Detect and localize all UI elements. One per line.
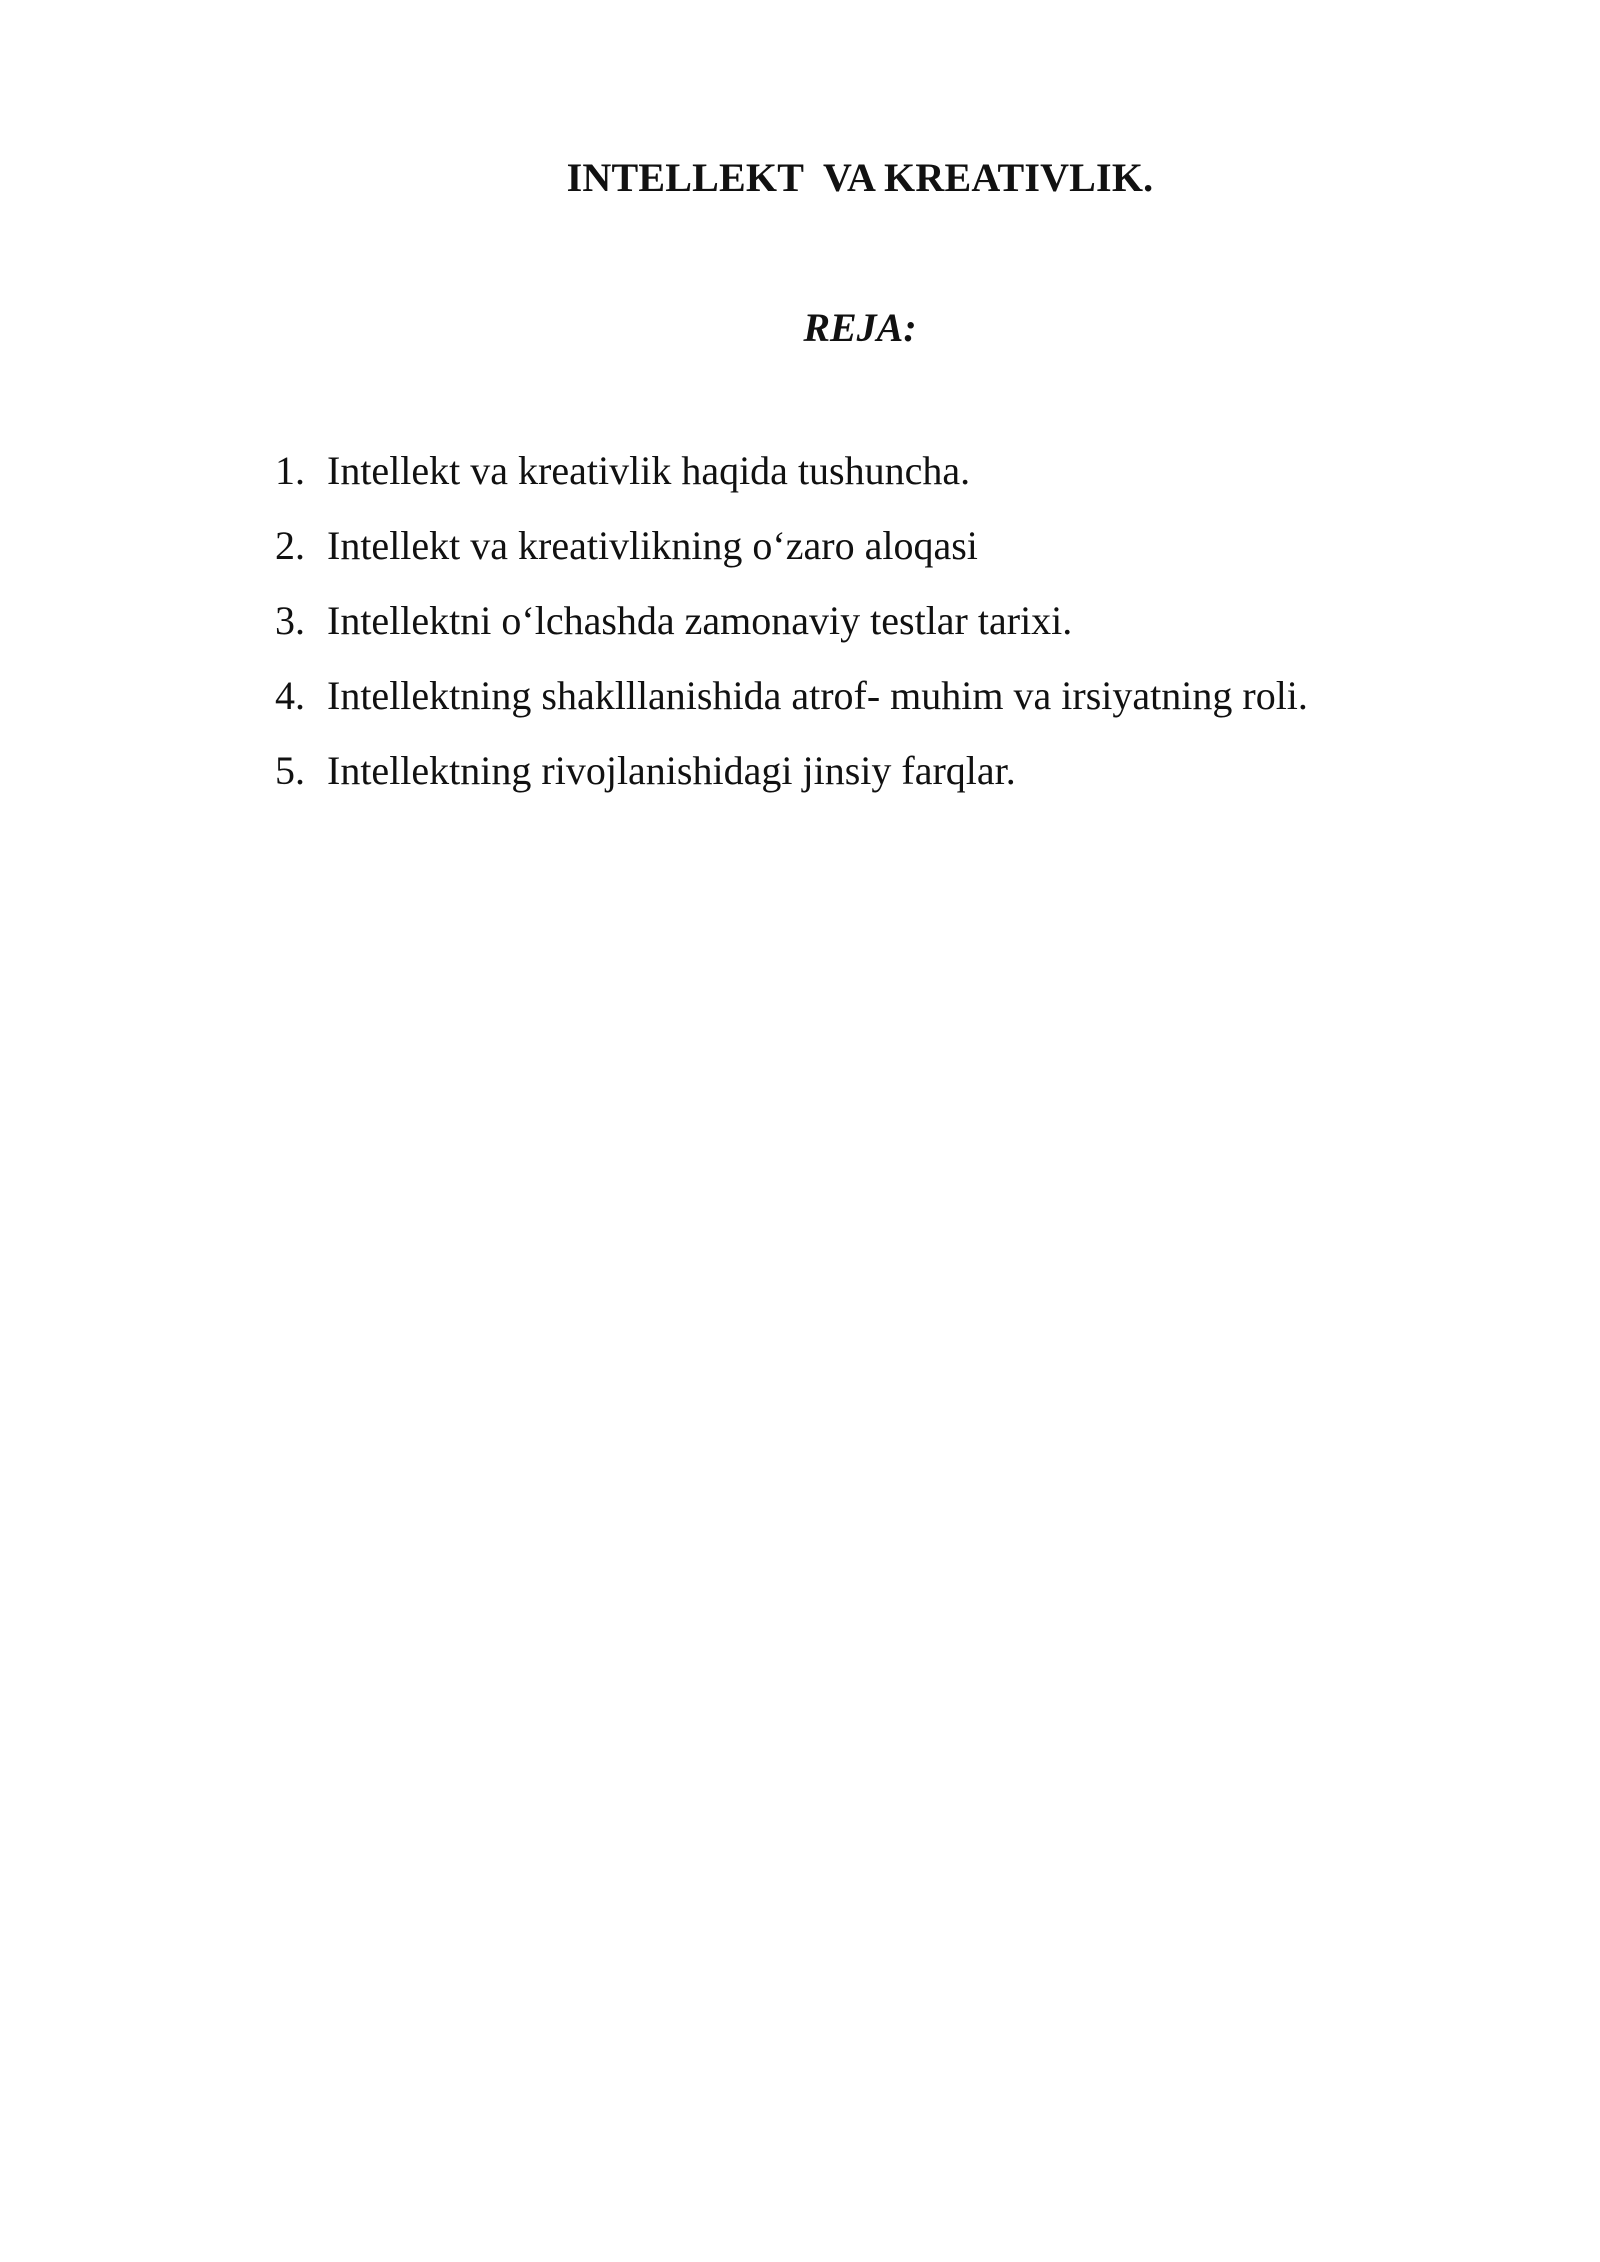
plan-item-text: Intellektning shaklllanishida atrof- muhim va irsiyatning roli. bbox=[327, 673, 1308, 718]
plan-item-number: 4. bbox=[275, 673, 305, 718]
plan-item-3 bbox=[275, 595, 1308, 670]
plan-item-text: Intellekt va kreativlikning o‘zaro aloqasi bbox=[327, 523, 978, 568]
plan-item-number: 3. bbox=[275, 598, 305, 643]
plan-item-text: Intellekt va kreativlik haqida tushuncha. bbox=[327, 448, 971, 493]
plan-list bbox=[275, 445, 1308, 820]
plan-item-4 bbox=[275, 670, 1308, 745]
plan-item-number: 5. bbox=[275, 748, 305, 793]
plan-item-1 bbox=[275, 445, 1308, 520]
plan-item-number: 1. bbox=[275, 448, 305, 493]
plan-item-text: Intellektni o‘lchashda zamonaviy testlar tarixi. bbox=[327, 598, 1073, 643]
plan-item-2 bbox=[275, 520, 1308, 595]
page-title: INTELLEKT VA KREATIVLIK. bbox=[566, 155, 1154, 200]
plan-item-number: 2. bbox=[275, 523, 305, 568]
plan-heading: REJA: bbox=[803, 305, 917, 350]
plan-item-5 bbox=[275, 745, 1308, 820]
plan-item-text: Intellektning rivojlanishidagi jinsiy farqlar. bbox=[327, 748, 1016, 793]
